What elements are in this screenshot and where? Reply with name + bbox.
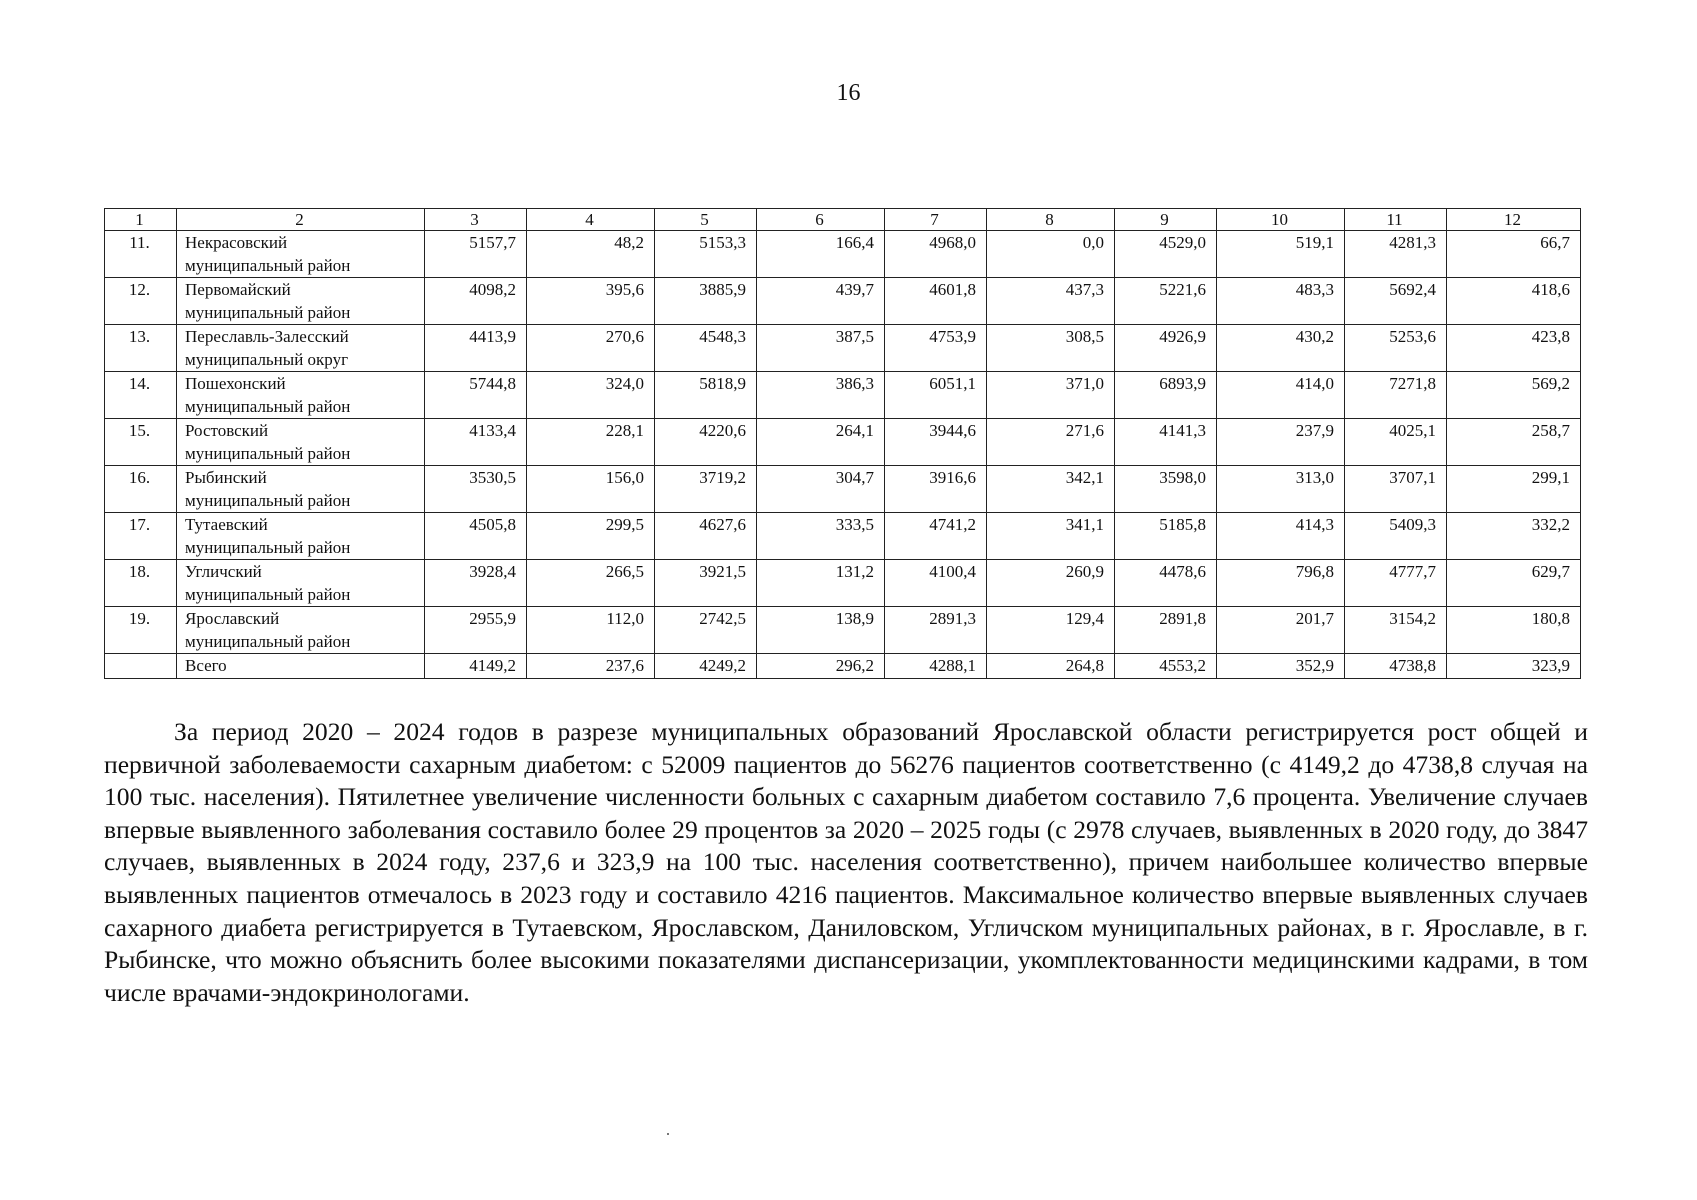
table-cell: 5185,8 — [1115, 513, 1217, 560]
scan-speck — [667, 1133, 669, 1135]
municipality-name-line2: муниципальный округ — [185, 350, 349, 369]
table-cell: 237,9 — [1217, 419, 1345, 466]
total-cell: 237,6 — [527, 654, 655, 679]
municipality-name-line1: Первомайский — [185, 280, 291, 299]
table-cell: 5153,3 — [655, 231, 757, 278]
table-cell: 4548,3 — [655, 325, 757, 372]
table-cell: 3916,6 — [885, 466, 987, 513]
table-cell: 4968,0 — [885, 231, 987, 278]
row-index: 19. — [105, 607, 177, 654]
total-cell: 4288,1 — [885, 654, 987, 679]
row-index: 18. — [105, 560, 177, 607]
total-cell: 264,8 — [987, 654, 1115, 679]
total-row — [105, 654, 1581, 679]
table-cell: 4601,8 — [885, 278, 987, 325]
municipality-name-line1: Некрасовский — [185, 233, 288, 252]
column-number: 1 — [105, 209, 177, 231]
municipality-name — [177, 419, 425, 466]
table-cell: 386,3 — [757, 372, 885, 419]
table-cell: 4741,2 — [885, 513, 987, 560]
row-index: 11. — [105, 231, 177, 278]
total-cell: 4149,2 — [425, 654, 527, 679]
table-cell: 4505,8 — [425, 513, 527, 560]
table-cell: 2891,3 — [885, 607, 987, 654]
municipality-name — [177, 513, 425, 560]
total-cell: 323,9 — [1447, 654, 1581, 679]
municipality-name — [177, 231, 425, 278]
municipality-name-line2: муниципальный район — [185, 256, 351, 275]
table-row — [105, 278, 1581, 325]
column-number: 11 — [1345, 209, 1447, 231]
row-index — [105, 654, 177, 679]
table-cell: 324,0 — [527, 372, 655, 419]
total-cell: 4738,8 — [1345, 654, 1447, 679]
table-row — [105, 466, 1581, 513]
total-label: Всего — [177, 654, 425, 679]
column-number: 3 — [425, 209, 527, 231]
column-number: 12 — [1447, 209, 1581, 231]
municipality-name-line1: Тутаевский — [185, 515, 268, 534]
table-cell: 3707,1 — [1345, 466, 1447, 513]
table-cell: 430,2 — [1217, 325, 1345, 372]
municipality-name — [177, 325, 425, 372]
table-cell: 4753,9 — [885, 325, 987, 372]
row-index: 12. — [105, 278, 177, 325]
table-cell: 519,1 — [1217, 231, 1345, 278]
total-cell: 352,9 — [1217, 654, 1345, 679]
municipality-name-line1: Ростовский — [185, 421, 269, 440]
municipality-name-line2: муниципальный район — [185, 538, 351, 557]
table-cell: 3885,9 — [655, 278, 757, 325]
municipality-name-line2: муниципальный район — [185, 444, 351, 463]
municipality-name-line2: муниципальный район — [185, 303, 351, 322]
table-cell: 5818,9 — [655, 372, 757, 419]
table-cell: 313,0 — [1217, 466, 1345, 513]
table-cell: 131,2 — [757, 560, 885, 607]
municipality-name — [177, 560, 425, 607]
table-cell: 4100,4 — [885, 560, 987, 607]
table-cell: 270,6 — [527, 325, 655, 372]
municipality-name — [177, 372, 425, 419]
table-cell: 156,0 — [527, 466, 655, 513]
total-cell: 4553,2 — [1115, 654, 1217, 679]
table-cell: 3530,5 — [425, 466, 527, 513]
column-number: 8 — [987, 209, 1115, 231]
table-cell: 4627,6 — [655, 513, 757, 560]
table-cell: 418,6 — [1447, 278, 1581, 325]
table-cell: 266,5 — [527, 560, 655, 607]
table-cell: 5221,6 — [1115, 278, 1217, 325]
table-cell: 4025,1 — [1345, 419, 1447, 466]
municipality-name-line1: Переславль-Залесский — [185, 327, 349, 346]
table-cell: 3154,2 — [1345, 607, 1447, 654]
table-cell: 333,5 — [757, 513, 885, 560]
table-cell: 299,5 — [527, 513, 655, 560]
table-cell: 5253,6 — [1345, 325, 1447, 372]
table-cell: 48,2 — [527, 231, 655, 278]
row-index: 15. — [105, 419, 177, 466]
table-row — [105, 513, 1581, 560]
column-number: 5 — [655, 209, 757, 231]
table-cell: 414,0 — [1217, 372, 1345, 419]
table-cell: 569,2 — [1447, 372, 1581, 419]
table-cell: 228,1 — [527, 419, 655, 466]
table-cell: 341,1 — [987, 513, 1115, 560]
table-cell: 264,1 — [757, 419, 885, 466]
column-number: 2 — [177, 209, 425, 231]
column-number: 6 — [757, 209, 885, 231]
table-cell: 4141,3 — [1115, 419, 1217, 466]
table-cell: 112,0 — [527, 607, 655, 654]
table-cell: 342,1 — [987, 466, 1115, 513]
table-cell: 387,5 — [757, 325, 885, 372]
body-paragraph: За период 2020 – 2024 годов в разрезе муниципальных образований Ярославской области регистрируется рост общей и первичной заболеваемости сахарным диабетом: с 52009 пациентов до 56276 пациентов соответственно (с 4149,2 до 4738,8 случая на 100 тыс. населения). Пятилетнее увеличение численности больных с сахарным диабетом составило 7,6 процента. Увеличение случаев впервые выявленного заболевания составило более 29 процентов за 2020 – 2025 годы (с 2978 случаев, выявленных в 2020 году, до 3847 случаев, выявленных в 2024 году, 237,6 и 323,9 на 100 тыс. населения соответственно), причем наибольшее количество впервые выявленных пациентов отмечалось в 2023 году и составило 4216 пациентов. Максимальное количество впервые выявленных случаев сахарного диабета регистрируется в Тутаевском, Ярославском, Даниловском, Угличском муниципальных районах, в г. Ярославле, в г. Рыбинске, что можно объяснить более высокими показателями диспансеризации, укомплектованности медицинскими кадрами, в том числе врачами-эндокринологами. — [104, 717, 1588, 1007]
table-cell: 5692,4 — [1345, 278, 1447, 325]
table-cell: 4926,9 — [1115, 325, 1217, 372]
table-cell: 5157,7 — [425, 231, 527, 278]
table-cell: 483,3 — [1217, 278, 1345, 325]
table-cell: 423,8 — [1447, 325, 1581, 372]
table-cell: 4413,9 — [425, 325, 527, 372]
table-cell: 6051,1 — [885, 372, 987, 419]
table-cell: 180,8 — [1447, 607, 1581, 654]
table-cell: 395,6 — [527, 278, 655, 325]
table-cell: 271,6 — [987, 419, 1115, 466]
table-cell: 4478,6 — [1115, 560, 1217, 607]
table-cell: 3719,2 — [655, 466, 757, 513]
table-cell: 5744,8 — [425, 372, 527, 419]
total-cell: 296,2 — [757, 654, 885, 679]
table-cell: 4777,7 — [1345, 560, 1447, 607]
table-cell: 3598,0 — [1115, 466, 1217, 513]
table-row — [105, 560, 1581, 607]
total-cell: 4249,2 — [655, 654, 757, 679]
table-cell: 796,8 — [1217, 560, 1345, 607]
municipality-name-line1: Ярославский — [185, 609, 280, 628]
municipality-name — [177, 607, 425, 654]
table-row — [105, 231, 1581, 278]
table-cell: 414,3 — [1217, 513, 1345, 560]
table-cell: 3921,5 — [655, 560, 757, 607]
table-cell: 4098,2 — [425, 278, 527, 325]
table-cell: 2955,9 — [425, 607, 527, 654]
table-cell: 66,7 — [1447, 231, 1581, 278]
municipality-name — [177, 466, 425, 513]
table-cell: 201,7 — [1217, 607, 1345, 654]
table-cell: 166,4 — [757, 231, 885, 278]
statistics-table — [104, 208, 1581, 679]
table-cell: 437,3 — [987, 278, 1115, 325]
table-cell: 138,9 — [757, 607, 885, 654]
table-row — [105, 607, 1581, 654]
column-number: 4 — [527, 209, 655, 231]
table-cell: 439,7 — [757, 278, 885, 325]
table-cell: 6893,9 — [1115, 372, 1217, 419]
table-cell: 332,2 — [1447, 513, 1581, 560]
table-cell: 371,0 — [987, 372, 1115, 419]
municipality-name-line2: муниципальный район — [185, 585, 351, 604]
column-number: 9 — [1115, 209, 1217, 231]
page-number: 16 — [836, 80, 861, 106]
table-cell: 4281,3 — [1345, 231, 1447, 278]
municipality-name-line2: муниципальный район — [185, 397, 351, 416]
table-cell: 2742,5 — [655, 607, 757, 654]
table-cell: 2891,8 — [1115, 607, 1217, 654]
table-row — [105, 325, 1581, 372]
table-cell: 4529,0 — [1115, 231, 1217, 278]
table-cell: 4133,4 — [425, 419, 527, 466]
table-row — [105, 372, 1581, 419]
row-index: 16. — [105, 466, 177, 513]
municipality-name — [177, 278, 425, 325]
table-cell: 3928,4 — [425, 560, 527, 607]
table-cell: 0,0 — [987, 231, 1115, 278]
table-cell: 304,7 — [757, 466, 885, 513]
municipality-name-line1: Пошехонский — [185, 374, 286, 393]
table-cell: 3944,6 — [885, 419, 987, 466]
municipality-name-line2: муниципальный район — [185, 632, 351, 651]
municipality-name-line1: Рыбинский — [185, 468, 267, 487]
table-cell: 629,7 — [1447, 560, 1581, 607]
column-number-row — [105, 209, 1581, 231]
table-row — [105, 419, 1581, 466]
table-cell: 5409,3 — [1345, 513, 1447, 560]
table-cell: 299,1 — [1447, 466, 1581, 513]
table-cell: 7271,8 — [1345, 372, 1447, 419]
municipality-name-line1: Угличский — [185, 562, 262, 581]
table-cell: 260,9 — [987, 560, 1115, 607]
row-index: 14. — [105, 372, 177, 419]
row-index: 17. — [105, 513, 177, 560]
table-cell: 258,7 — [1447, 419, 1581, 466]
column-number: 10 — [1217, 209, 1345, 231]
column-number: 7 — [885, 209, 987, 231]
table-cell: 4220,6 — [655, 419, 757, 466]
municipality-name-line2: муниципальный район — [185, 491, 351, 510]
table-cell: 308,5 — [987, 325, 1115, 372]
row-index: 13. — [105, 325, 177, 372]
table-cell: 129,4 — [987, 607, 1115, 654]
